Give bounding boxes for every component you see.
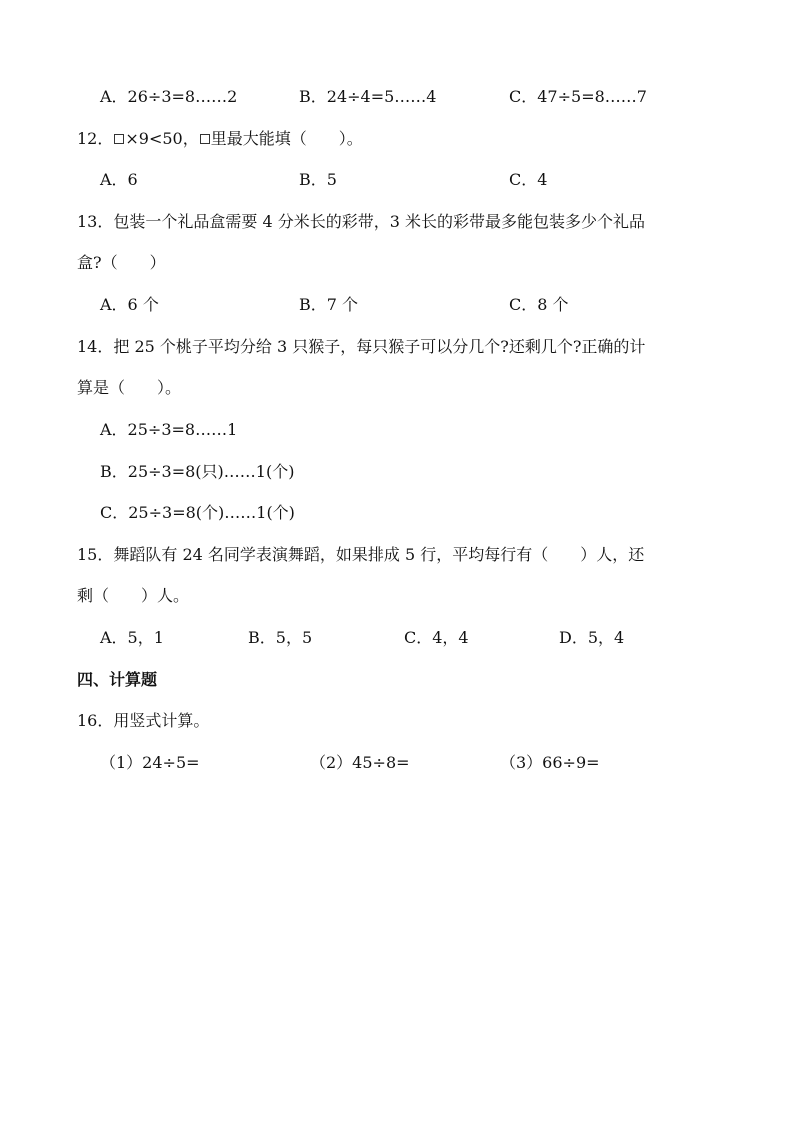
question-14-option-b	[0, 458, 794, 486]
calc-item-1: （1）24÷5=	[100, 753, 200, 772]
blank-box-icon	[200, 134, 210, 144]
option-a: A．25÷3=8……1	[100, 420, 238, 439]
question-text-part: ×9<50，	[125, 129, 199, 148]
question-14-line-2	[0, 374, 794, 402]
calc-item-2: （2）45÷8=	[310, 753, 410, 772]
option-b: B．24÷4=5……4	[299, 87, 437, 106]
option-b: B．25÷3=8(只)……1(个)	[100, 462, 295, 481]
option-c: C．4	[509, 170, 548, 189]
question-15-options	[0, 624, 794, 652]
question-11-options	[0, 83, 794, 111]
blank-box-icon	[114, 134, 124, 144]
question-14-line-1	[0, 333, 794, 361]
question-14-option-a	[0, 416, 794, 444]
option-a: A．26÷3=8……2	[100, 87, 238, 106]
option-b: B．5，5	[248, 628, 313, 647]
option-d: D．5，4	[559, 628, 625, 647]
question-15-line-1	[0, 541, 794, 569]
question-13-text-cont: 盒?（ ）	[77, 253, 166, 272]
option-c: C．25÷3=8(个)……1(个)	[100, 503, 295, 522]
question-number: 12．	[77, 129, 114, 148]
question-14-text: 14．把 25 个桃子平均分给 3 只猴子，每只猴子可以分几个?还剩几个?正确的计	[77, 337, 646, 356]
question-15-text: 15．舞蹈队有 24 名同学表演舞蹈，如果排成 5 行，平均每行有（ ）人，还	[77, 545, 645, 564]
question-14-option-c	[0, 499, 794, 527]
option-a: A．5，1	[100, 628, 164, 647]
question-text-part: 里最大能填（ ）。	[210, 129, 363, 148]
section-heading: 四、计算题	[77, 670, 158, 689]
question-16-text: 16．用竖式计算。	[77, 711, 210, 730]
option-b: B．7 个	[299, 295, 359, 314]
question-12	[0, 125, 794, 153]
question-12-text	[77, 125, 363, 153]
question-13-text: 13．包装一个礼品盒需要 4 分米长的彩带，3 米长的彩带最多能包装多少个礼品	[77, 212, 645, 231]
option-c: C．47÷5=8……7	[509, 87, 647, 106]
option-b: B．5	[299, 170, 337, 189]
question-15-line-2	[0, 582, 794, 610]
question-13-line-2	[0, 249, 794, 277]
question-14-text-cont: 算是（ ）。	[77, 378, 182, 397]
question-16-items	[0, 749, 794, 777]
option-a: A．6	[100, 170, 138, 189]
question-12-options	[0, 166, 794, 194]
question-15-text-cont: 剩（ ）人。	[77, 586, 190, 605]
section-heading-row	[0, 666, 794, 694]
option-c: C．8 个	[509, 295, 569, 314]
question-13-options	[0, 291, 794, 319]
question-16	[0, 707, 794, 735]
question-13-line-1	[0, 208, 794, 236]
calc-item-3: （3）66÷9=	[500, 753, 600, 772]
option-c: C．4，4	[404, 628, 469, 647]
option-a: A．6 个	[100, 295, 159, 314]
